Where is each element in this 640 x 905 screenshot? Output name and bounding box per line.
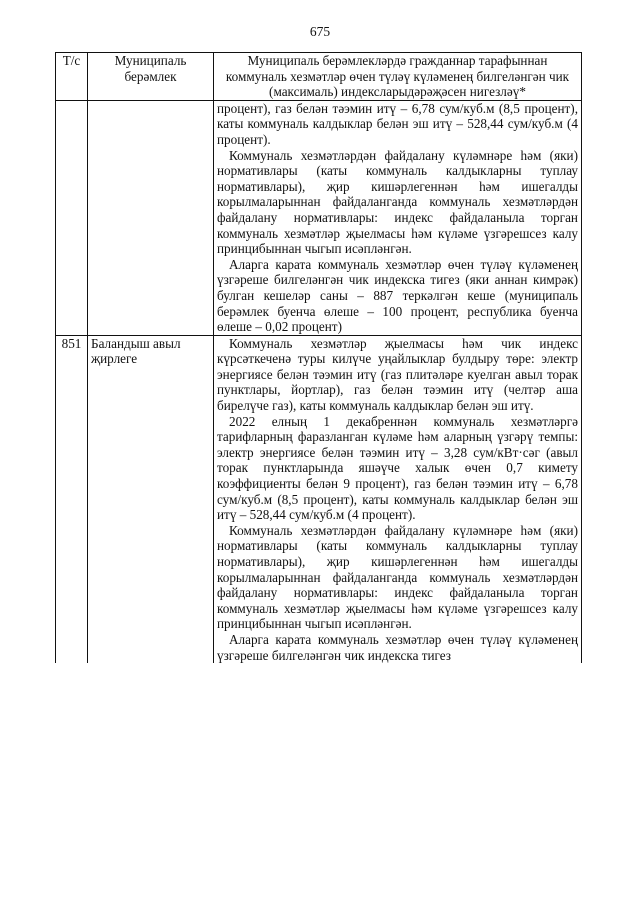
row-justification (214, 335, 582, 663)
header-justification: Муниципаль берәмлекләрдә гражданнар тарафыннан коммуналь хезмәтләр өчен түләү күләменең билгеләнгән чик (максималь) индексларыдәрәҗәсен нигезләү* (214, 53, 582, 101)
paragraph: процент), газ белән тәэмин итү – 6,78 сум/куб.м (8,5 процент), каты коммуналь калдыклар белән эш итү – 528,44 сум/куб.м (4 процент). (217, 100, 578, 147)
row-municipality (88, 100, 214, 335)
tariff-table (55, 52, 582, 663)
paragraph: 2022 елның 1 декабреннән коммуналь хезмәтләргә тарифларның фаразланган күләме һәм аларның үзгәрү темпы: электр энергиясе белән тәэмин итү – 3,28 сум/кВт·сәг (авыл торак пунктларында яшәүче халык өчен 0,7 кимету коэффициенты белән 9 процент), газ белән тәэмин итү – 6,78 сум/куб.м (8,5 процент), каты коммуналь калдыклар белән эш итү – 528,44 сум/куб.м (4 процент). (217, 413, 578, 523)
table-row (56, 100, 582, 335)
row-number (56, 100, 88, 335)
table-header-row (56, 53, 582, 101)
table-row (56, 335, 582, 663)
page-number: 675 (309, 24, 331, 39)
row-municipality: Баландыш авыл җирлеге (88, 335, 214, 663)
paragraph: Аларга карата коммуналь хезмәтләр өчен түләү күләменең үзгәреше билгеләнгән чик индекска тигез (яки аннан кимрәк) булган кешеләр саны – 887 теркәлгән кеше (муниципаль берәмлек буенча өлеше – 100 процент, республика буенча өлеше – 0,02 процент) (217, 256, 578, 335)
header-municipality: Муниципаль берәмлек (88, 53, 214, 101)
row-justification (214, 100, 582, 335)
paragraph: Коммуналь хезмәтләрдән файдалану күләмнәре һәм (яки) нормативлары (каты коммуналь калдыкларны туплау нормативлары), җир кишәрлегеннән һәм ишегалды корылмаларыннан файдаланганда коммуналь хезмәтләрдән файдалану нормативлары: индекс файдаланыла торган коммуналь хезмәтләр җыелмасы һәм күләме үзгәрешсез калу принцибыннан чыгып исәпләнгән. (217, 147, 578, 257)
paragraph: Коммуналь хезмәтләр җыелмасы һәм чик индекс күрсәткеченә туры килүче уңайлыклар булдыру төре: электр энергиясе белән тәэмин итү (газ плитәләре куелган авыл торак пунктлары, йортлар), газ белән тәэмин итү (челтәр аша бирелүче газ), каты коммуналь калдыклар белән эш итү. (217, 335, 578, 414)
paragraph: Аларга карата коммуналь хезмәтләр өчен түләү күләменең үзгәреше билгеләнгән чик индекска тигез (217, 631, 578, 663)
row-number: 851 (56, 335, 88, 663)
paragraph: Коммуналь хезмәтләрдән файдалану күләмнәре һәм (яки) нормативлары (каты коммуналь калдыкларны туплау нормативлары), җир кишәрлегеннән һәм ишегалды корылмаларыннан файдаланганда коммуналь хезмәтләрдән файдалану нормативлары: индекс файдаланыла торган коммуналь хезмәтләр җыелмасы һәм күләме үзгәрешсез калу принцибыннан чыгып исәпләнгән. (217, 522, 578, 632)
header-number: Т/с (56, 53, 88, 101)
